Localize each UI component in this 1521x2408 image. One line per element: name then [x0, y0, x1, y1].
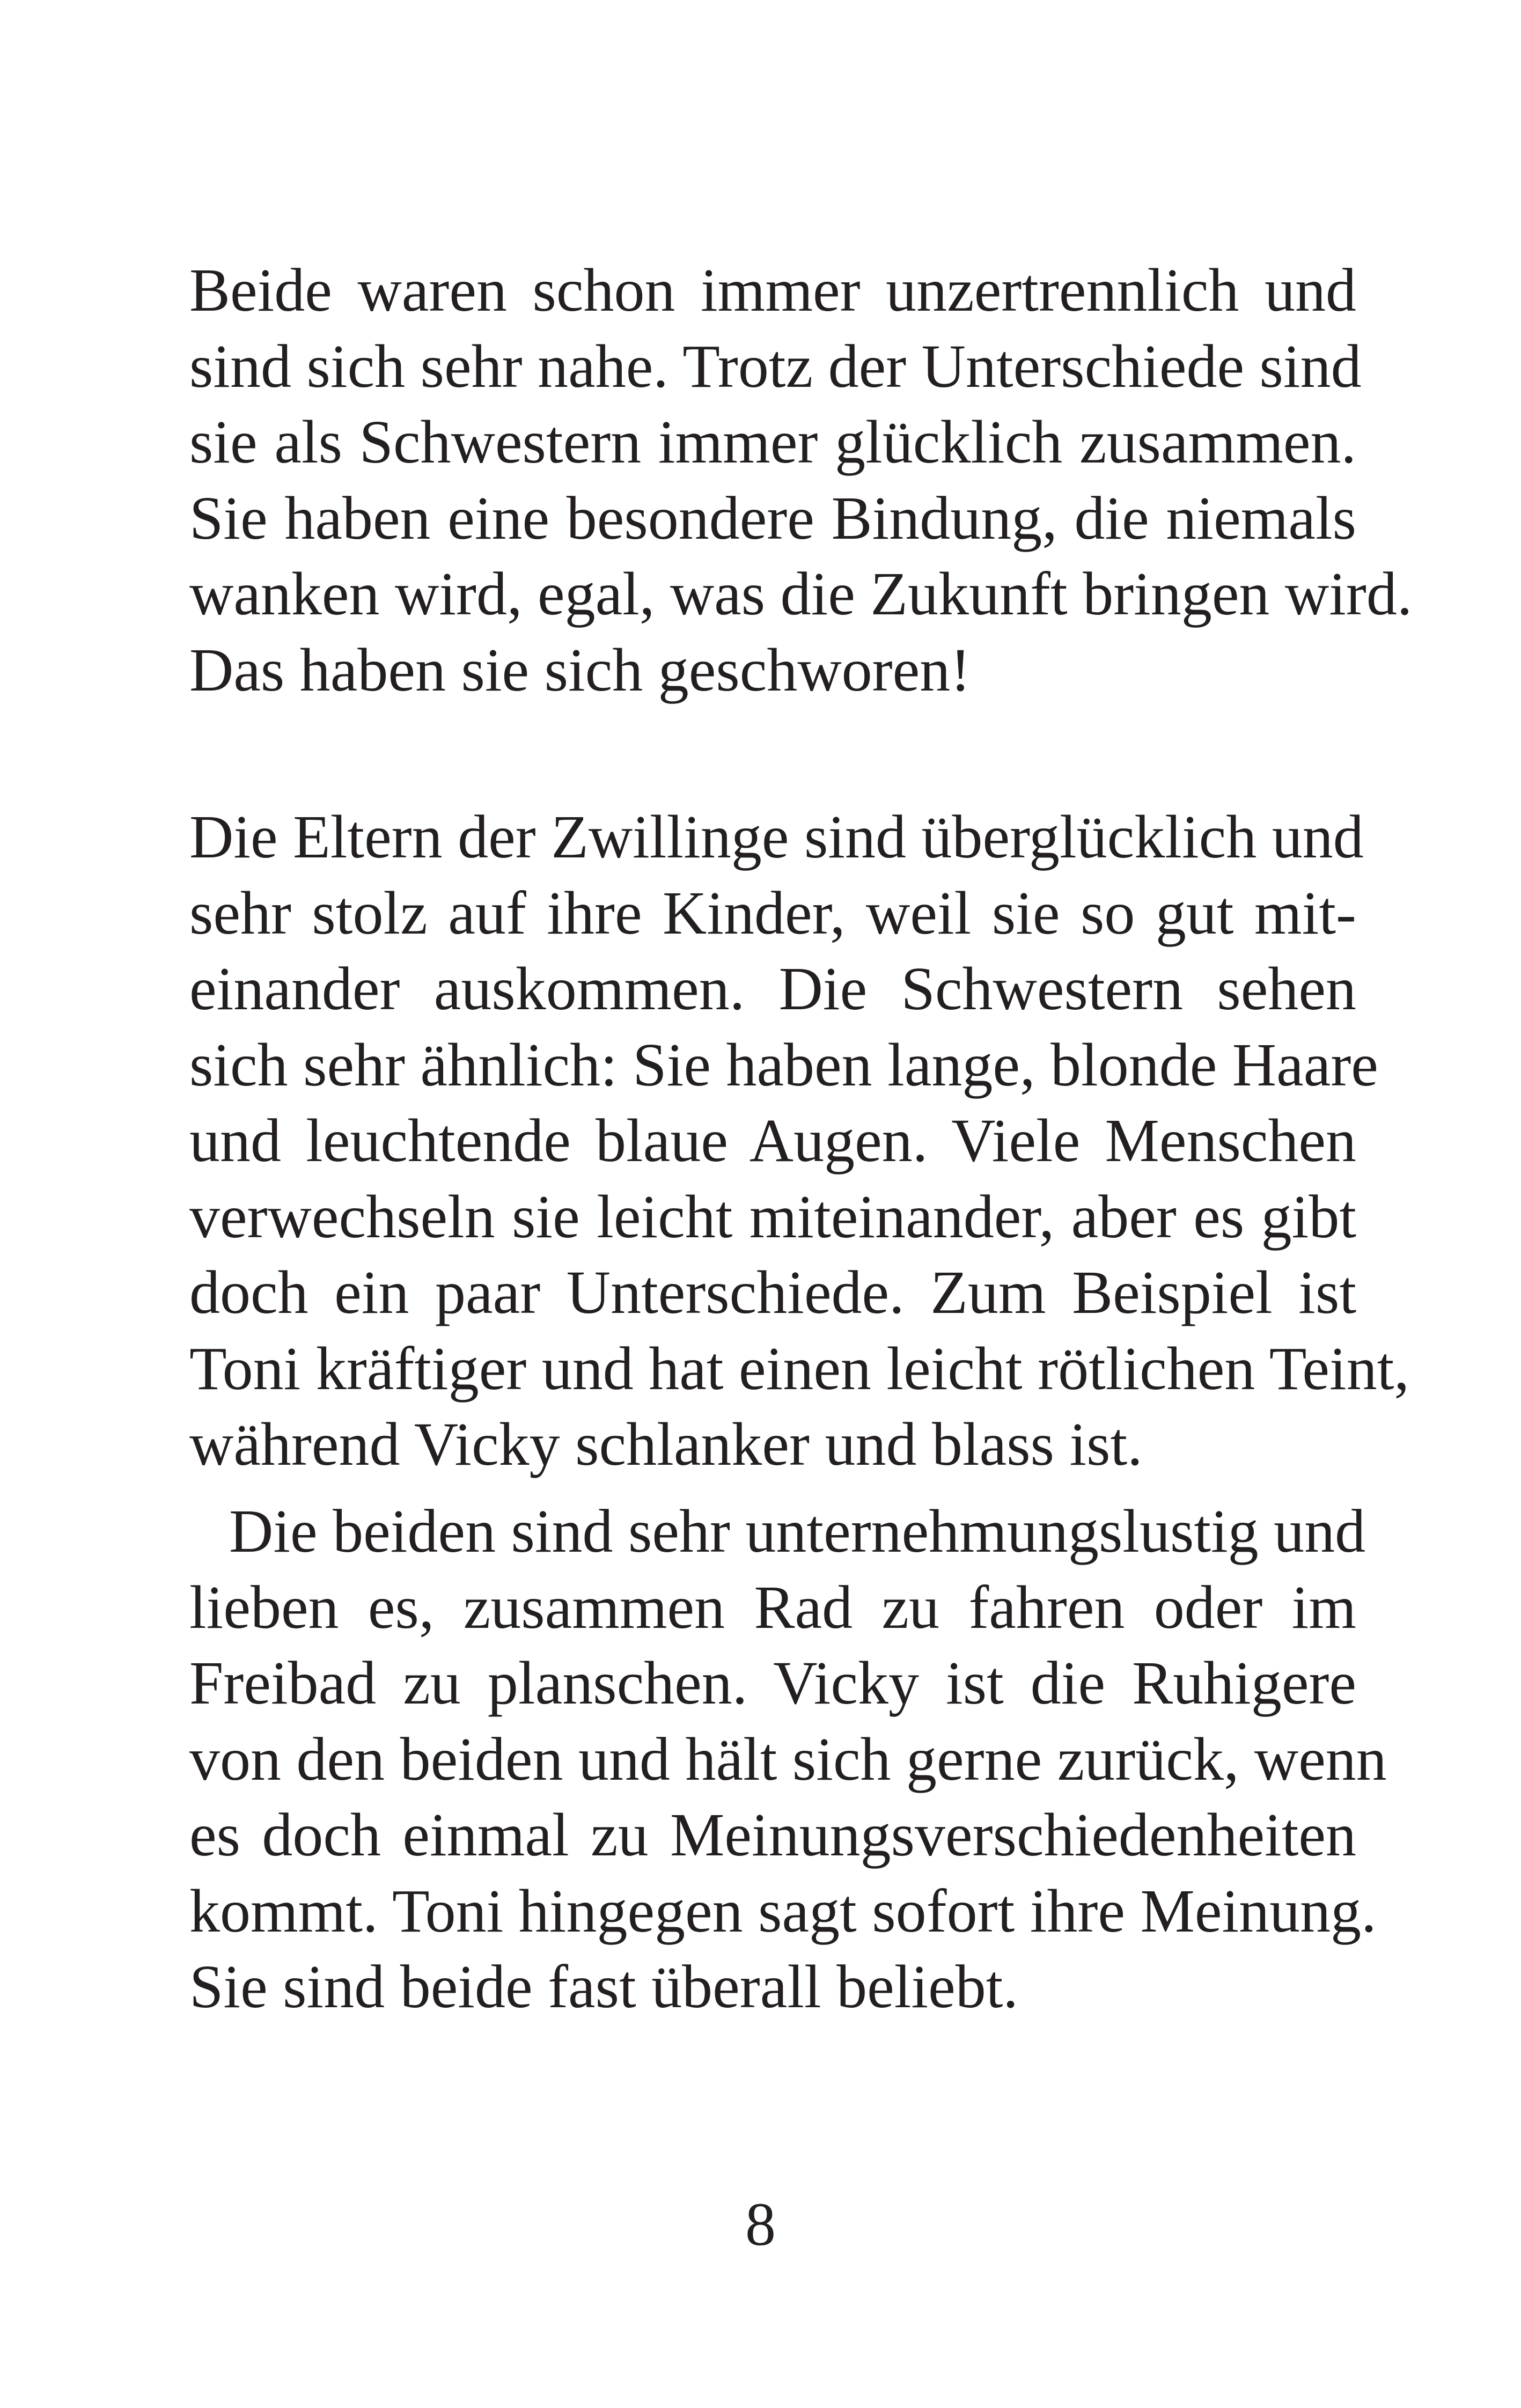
text-line: doch ein paar Unterschiede. Zum Beispiel ist [189, 1258, 1356, 1326]
text-line: Freibad zu planschen. Vicky ist die Ruhigere [189, 1649, 1356, 1717]
text-line: Beide waren schon immer unzertrennlich und [189, 256, 1356, 324]
text-line: Das haben sie sich geschworen! [189, 635, 971, 704]
text-line: verwechseln sie leicht miteinander, aber es gibt [189, 1182, 1356, 1251]
text-line: sind sich sehr nahe. Trotz der Unterschiede sind [189, 332, 1362, 400]
text-line: Toni kräftiger und hat einen leicht rötlichen Teint, [189, 1334, 1409, 1403]
text-line: kommt. Toni hingegen sagt sofort ihre Meinung. [189, 1876, 1377, 1945]
text-line: einander auskommen. Die Schwestern sehen [189, 955, 1356, 1023]
text-line: lieben es, zusammen Rad zu fahren oder im [189, 1573, 1356, 1641]
text-line: es doch einmal zu Meinungsverschiedenheiten [189, 1801, 1356, 1869]
text-line: Die Eltern der Zwillinge sind überglücklich und [189, 803, 1364, 871]
page-number: 8 [745, 2190, 776, 2258]
text-line: während Vicky schlanker und blass ist. [189, 1410, 1143, 1478]
text-line: sehr stolz auf ihre Kinder, weil sie so gut mit- [189, 878, 1356, 947]
paragraph-2 [189, 799, 1409, 1482]
paragraph-1 [189, 252, 1413, 708]
text-line: von den beiden und hält sich gerne zurück, wenn [189, 1724, 1387, 1793]
text-line: sie als Schwestern immer glücklich zusammen. [189, 408, 1356, 476]
text-line: Sie haben eine besondere Bindung, die niemals [189, 483, 1356, 552]
text-line: Sie sind beide fast überall beliebt. [189, 1952, 1018, 2021]
paragraph-3 [189, 1493, 1387, 2025]
text-line: sich sehr ähnlich: Sie haben lange, blonde Haare [189, 1030, 1378, 1099]
text-line: Die beiden sind sehr unternehmungslustig und [229, 1497, 1366, 1565]
text-line: und leuchtende blaue Augen. Viele Menschen [189, 1106, 1356, 1174]
text-line: wanken wird, egal, was die Zukunft bringen wird. [189, 560, 1413, 628]
